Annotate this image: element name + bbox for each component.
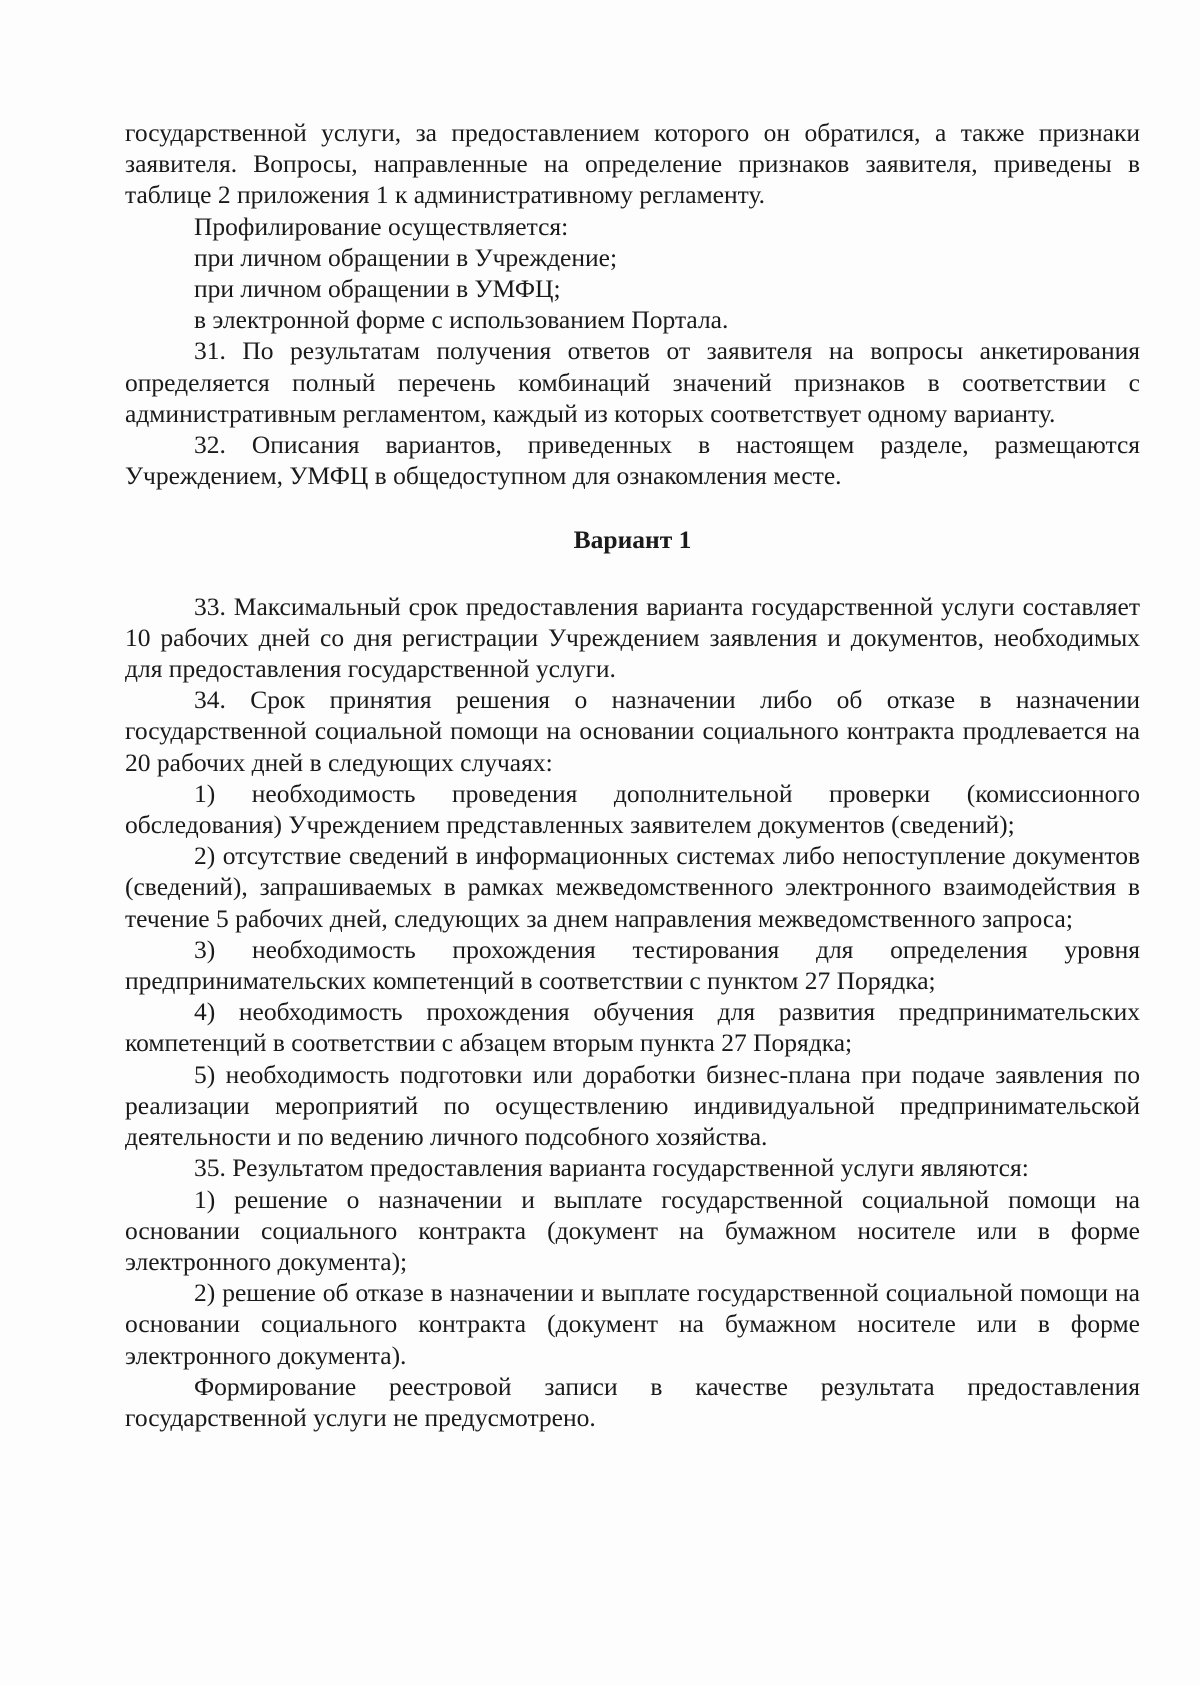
paragraph-profiling-item-1: при личном обращении в Учреждение;	[194, 242, 618, 272]
paragraph-34-item-1: 1) необходимость проведения дополнительной проверки (комиссионного обследования) Учреждением представленных заявителем документов (сведений);	[125, 778, 1140, 840]
paragraph-34-item-5: 5) необходимость подготовки или доработки бизнес-плана при подаче заявления по реализации мероприятий по осуществлению индивидуальной предпринимательской деятельности и по ведению личного подсобного хозяйства.	[125, 1059, 1140, 1152]
paragraph-35-item-1: 1) решение о назначении и выплате государственной социальной помощи на основании социального контракта (документ на бумажном носителе или в форме электронного документа);	[125, 1184, 1140, 1276]
paragraph-34: 34. Срок принятия решения о назначении либо об отказе в назначении государственной социальной помощи на основании социального контракта продлевается на 20 рабочих дней в следующих случаях:	[125, 685, 1140, 777]
paragraph-34-item-2: 2) отсутствие сведений в информационных системах либо непоступление документов (сведений), запрашиваемых в рамках межведомственного электронного взаимодействия в течение 5 рабочих дней, следующих за днем направления межведомственного запроса;	[125, 841, 1140, 933]
paragraph-34-item-4: 4) необходимость прохождения обучения для развития предпринимательских компетенций в соответствии с абзацем вторым пункта 27 Порядка;	[125, 997, 1140, 1058]
paragraph-registry-note: Формирование реестровой записи в качестве результата предоставления государственной услуги не предусмотрено.	[125, 1371, 1140, 1432]
paragraph-33: 33. Максимальный срок предоставления варианта государственной услуги составляет 10 рабочих дней со дня регистрации Учреждением заявления и документов, необходимых для предоставления государственной услуги.	[125, 591, 1140, 684]
paragraph-profiling-item-3: в электронной форме с использованием Портала.	[194, 305, 729, 335]
document-body	[125, 117, 1140, 1433]
paragraph-continuation: государственной услуги, за предоставлением которого он обратился, а также признаки заявителя. Вопросы, направленные на определение признаков заявителя, приведены в таблице 2 приложения 1 к административному регламенту.	[125, 118, 1140, 210]
paragraph-32: 32. Описания вариантов, приведенных в настоящем разделе, размещаются Учреждением, УМФЦ в общедоступном для ознакомления месте.	[125, 430, 1140, 491]
paragraph-profiling-item-2: при личном обращении в УМФЦ;	[194, 274, 561, 304]
paragraph-31: 31. По результатам получения ответов от заявителя на вопросы анкетирования определяется полный перечень комбинаций значений признаков в соответствии с административным регламентом, каждый из которых соответствует одному варианту.	[125, 336, 1140, 428]
paragraph-profiling-intro: Профилирование осуществляется:	[194, 211, 569, 241]
paragraph-35: 35. Результатом предоставления варианта государственной услуги являются:	[194, 1153, 1029, 1183]
section-heading: Вариант 1	[573, 525, 692, 555]
paragraph-35-item-2: 2) решение об отказе в назначении и выплате государственной социальной помощи на основании социального контракта (документ на бумажном носителе или в форме электронного документа).	[125, 1278, 1140, 1370]
paragraph-34-item-3: 3) необходимость прохождения тестирования для определения уровня предпринимательских компетенций в соответствии с пунктом 27 Порядка;	[125, 934, 1140, 996]
spacer	[125, 491, 1140, 524]
spacer	[125, 556, 1140, 591]
